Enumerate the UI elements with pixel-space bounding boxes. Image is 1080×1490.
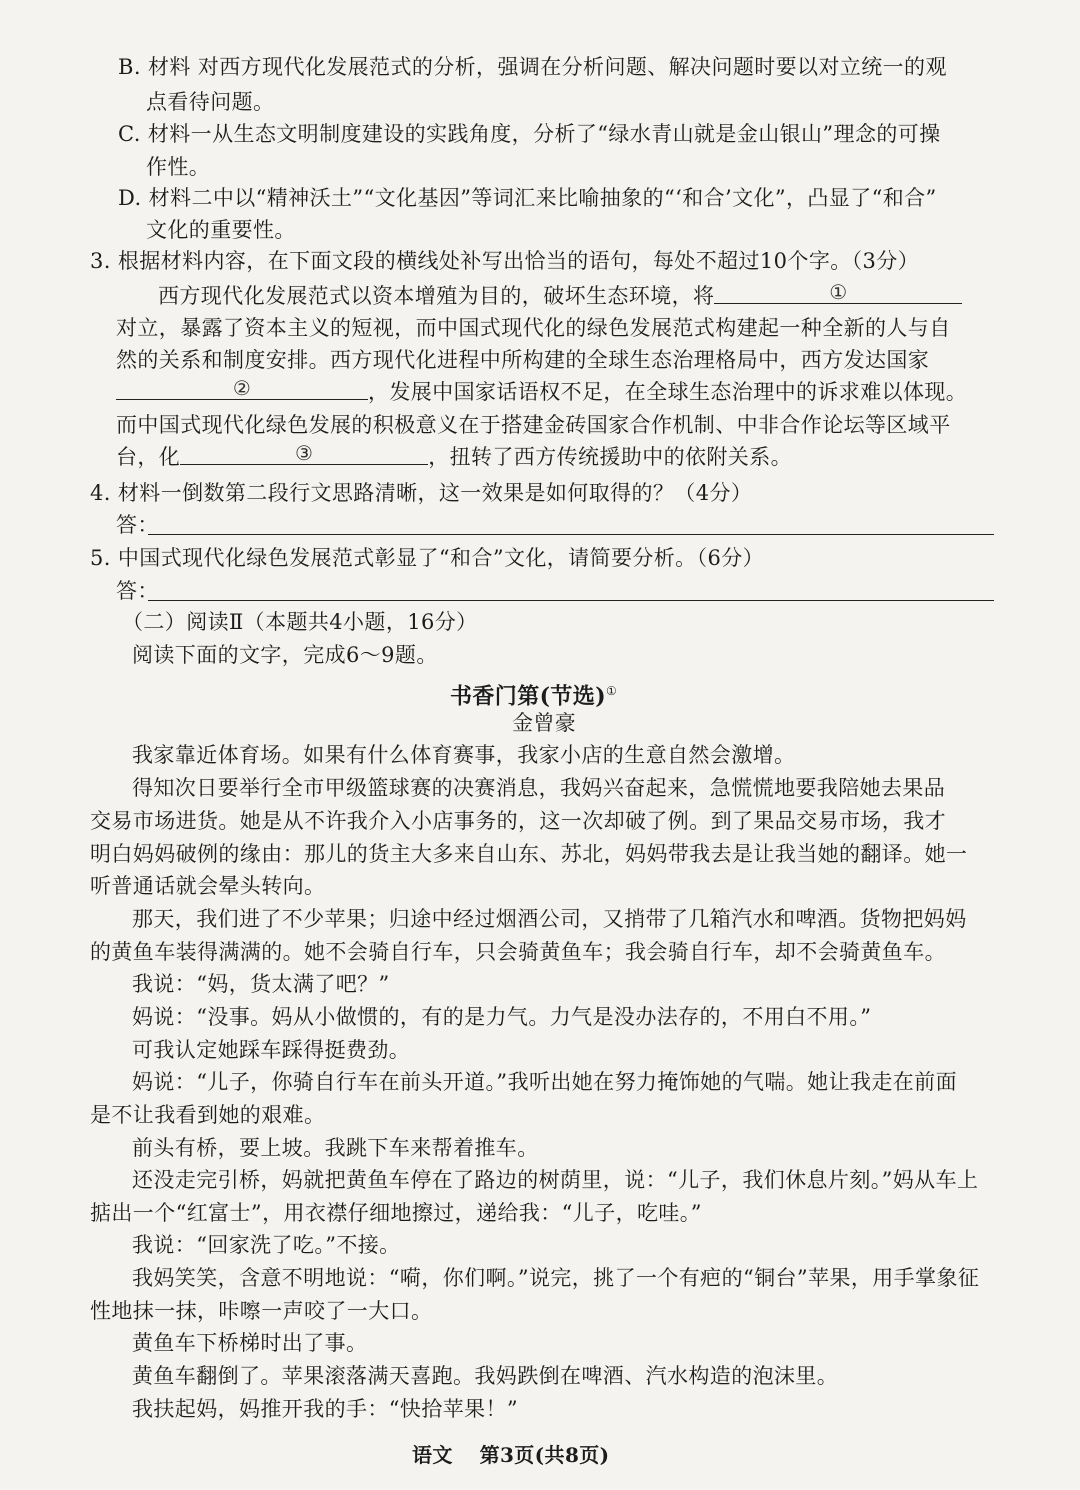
section-2-heading: （二）阅读Ⅱ（本题共4小题，16分） [122, 610, 478, 634]
question-3-stem: 3. 根据材料内容，在下面文段的横线处补写出恰当的语句，每处不超过10个字。（3分） [90, 249, 920, 273]
option-b-line1: B. 材料 对西方现代化发展范式的分析，强调在分析问题、解决问题时要以对立统一的观 [118, 55, 947, 79]
q5-answer-label: 答： [116, 579, 159, 603]
option-d-line1: D. 材料二中以“精神沃土”“文化基因”等词汇来比喻抽象的“‘和合’文化”，凸显了“和合” [118, 186, 937, 210]
footer-page-info: 第3页(共8页) [479, 1443, 610, 1467]
story-line: 我妈笑笑，含意不明地说：“嗬，你们啊。”说完，挑了一个有疤的“铜台”苹果，用手掌象征 [132, 1266, 980, 1290]
q3-text-1: 西方现代化发展范式以资本增殖为目的，破坏生态环境，将 [158, 284, 715, 308]
story-line: 妈说：“儿子，你骑自行车在前头开道。”我听出她在努力掩饰她的气喘。她让我走在前面 [132, 1070, 957, 1094]
blank-1-marker: ① [829, 280, 848, 304]
q4-answer-line[interactable] [148, 534, 994, 535]
story-line: 交易市场进货。她是从不许我介入小店事务的，这一次却破了例。到了果品交易市场，我才 [90, 809, 946, 833]
page-footer [412, 1440, 610, 1470]
blank-2-marker: ② [232, 376, 252, 400]
story-line: 是不让我看到她的艰难。 [90, 1103, 326, 1127]
q3-text-6b: ，扭转了西方传统援助中的依附关系。 [428, 445, 793, 469]
q4-answer-label: 答： [116, 513, 159, 537]
q3-paragraph-line1 [158, 281, 962, 311]
story-author: 金曾豪 [512, 711, 577, 735]
story-title [450, 676, 617, 711]
q3-paragraph-line3: 然的关系和制度安排。西方现代化进程中所构建的全球生态治理格局中，西方发达国家 [116, 348, 930, 372]
story-line: 听普通话就会晕头转向。 [90, 874, 326, 898]
story-line: 那天，我们进了不少苹果；归途中经过烟酒公司，又捎带了几箱汽水和啤酒。货物把妈妈 [132, 907, 967, 931]
story-line: 性地抹一抹，咔嚓一声咬了一大口。 [90, 1299, 433, 1323]
story-line: 前头有桥，要上坡。我跳下车来帮着推车。 [132, 1136, 539, 1160]
story-line: 黄鱼车翻倒了。苹果滚落满天喜跑。我妈跌倒在啤酒、汽水构造的泡沫里。 [132, 1364, 839, 1388]
story-line: 明白妈妈破例的缘由：那儿的货主大多来自山东、苏北，妈妈带我去是让我当她的翻译。她一 [90, 842, 968, 866]
blank-3[interactable] [180, 442, 428, 465]
story-line: 我说：“回家洗了吃。”不接。 [132, 1233, 401, 1257]
story-line: 我家靠近体育场。如果有什么体育赛事，我家小店的生意自然会激增。 [132, 743, 796, 767]
option-c-line1: C. 材料一从生态文明制度建设的实践角度，分析了“绿水青山就是金山银山”理念的可操 [118, 122, 941, 146]
q5-answer-line[interactable] [148, 600, 994, 601]
q3-paragraph-line2: 对立，暴露了资本主义的短视，而中国式现代化的绿色发展范式构建起一种全新的人与自 [116, 316, 951, 340]
story-line: 我扶起妈，妈推开我的手：“快拾苹果！” [132, 1397, 519, 1421]
question-5-stem: 5. 中国式现代化绿色发展范式彰显了“和合”文化，请简要分析。（6分） [90, 546, 765, 570]
story-line: 黄鱼车下桥梯时出了事。 [132, 1331, 368, 1355]
q3-text-6: 台，化 [116, 445, 181, 469]
story-title-text: 书香门第(节选) [450, 683, 607, 710]
blank-1[interactable] [714, 281, 962, 304]
q3-paragraph-line5: 而中国式现代化绿色发展的积极意义在于搭建金砖国家合作机制、中非合作论坛等区域平 [116, 413, 951, 437]
q3-paragraph-line4 [116, 377, 967, 407]
option-b-line2: 点看待问题。 [146, 90, 275, 114]
story-line: 掂出一个“红富士”，用衣襟仔细地擦过，递给我：“儿子，吃哇。” [90, 1201, 702, 1225]
story-line: 还没走完引桥，妈就把黄鱼车停在了路边的树荫里，说：“儿子，我们休息片刻。”妈从车上 [132, 1168, 979, 1192]
question-4-stem: 4. 材料一倒数第二段行文思路清晰，这一效果是如何取得的？（4分） [90, 481, 753, 505]
story-line: 我说：“妈，货太满了吧？” [132, 972, 390, 996]
story-line: 可我认定她踩车踩得挺费劲。 [132, 1038, 411, 1062]
q3-text-4: ，发展中国家话语权不足，在全球生态治理中的诉求难以体现。 [368, 380, 968, 404]
story-line: 妈说：“没事。妈从小做惯的，有的是力气。力气是没办法存的，不用白不用。” [132, 1005, 872, 1029]
option-c-line2: 作性。 [146, 155, 211, 179]
story-line: 得知次日要举行全市甲级篮球赛的决赛消息，我妈兴奋起来，急慌慌地要我陪她去果品 [132, 776, 946, 800]
blank-3-marker: ③ [295, 441, 314, 465]
blank-2[interactable] [116, 377, 368, 400]
section-2-instruction: 阅读下面的文字，完成6～9题。 [132, 643, 438, 667]
story-line: 的黄鱼车装得满满的。她不会骑自行车，只会骑黄鱼车；我会骑自行车，却不会骑黄鱼车。 [90, 940, 946, 964]
story-title-footnote-mark: ① [606, 684, 618, 698]
footer-subject: 语文 [412, 1443, 453, 1467]
q3-paragraph-line6 [116, 442, 792, 472]
option-d-line2: 文化的重要性。 [146, 218, 296, 242]
